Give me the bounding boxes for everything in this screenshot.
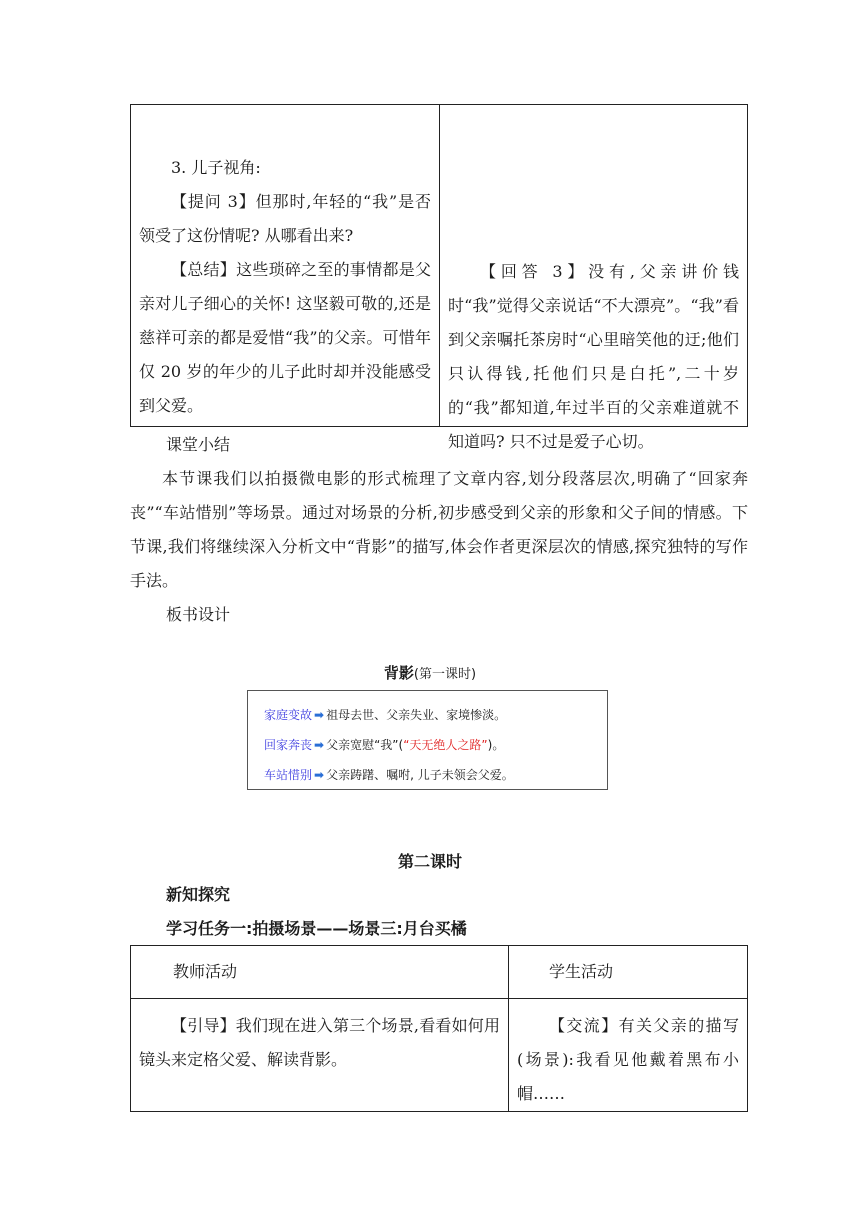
class-summary-heading: 课堂小结 xyxy=(166,435,231,454)
board-subtitle: (第一课时) xyxy=(413,667,477,682)
teacher-activity-header: 教师活动 xyxy=(131,946,509,999)
board-design-heading: 板书设计 xyxy=(166,605,231,624)
board-row-text: 祖母去世、父亲失业、家境惨淡。 xyxy=(326,708,507,722)
student-activity-header: 学生活动 xyxy=(509,946,748,999)
board-row-key: 家庭变故 xyxy=(264,708,313,722)
new-knowledge-heading: 新知探究 xyxy=(166,885,231,904)
board-title xyxy=(0,662,860,683)
question-3: 【提问 3】但那时,年轻的“我”是否领受了这份情呢? 从哪看出来? xyxy=(139,192,431,245)
board-row-text: 父亲踌躇、嘱咐, 儿子未领会父爱。 xyxy=(326,768,514,782)
summary-3: 【总结】这些琐碎之至的事情都是父亲对儿子细心的关怀! 这坚毅可敬的,还是慈祥可亲的都是爱惜“我”的父亲。可惜年仅 20 岁的年少的儿子此时却并没能感受到父爱。 xyxy=(139,260,431,415)
board-row-key: 回家奔丧 xyxy=(264,738,313,752)
answer-3: 【回答 3】没有,父亲讲价钱时“我”觉得父亲说话“不大漂亮”。“我”看到父亲嘱托茶房时“心里暗笑他的迂;他们只认得钱,托他们只是白托”,二十岁的“我”都知道,年过半百的父亲难道就不知道吗? 只不过是爱子心切。 xyxy=(448,262,739,451)
task-heading: 学习任务一:拍摄场景——场景三:月台买橘 xyxy=(166,919,467,938)
arrow-right-icon: ➡ xyxy=(314,708,325,722)
activity-table xyxy=(130,945,748,1112)
board-row xyxy=(264,765,514,785)
student-cell xyxy=(440,105,748,451)
board-row xyxy=(264,705,506,725)
lesson2-title: 第二课时 xyxy=(397,852,462,871)
teacher-cell xyxy=(131,105,440,427)
arrow-right-icon: ➡ xyxy=(314,738,325,752)
son-perspective-heading: 3. 儿子视角: xyxy=(171,158,261,177)
board-row-tail: )。 xyxy=(487,738,505,752)
board-row-text: 父亲宽慰“我”( xyxy=(326,738,404,752)
board-title-text: 背影 xyxy=(383,664,414,682)
teacher-activity-cell: 【引导】我们现在进入第三个场景,看看如何用镜头来定格父爱、解读背影。 xyxy=(131,999,509,1112)
class-summary-body: 本节课我们以拍摄微电影的形式梳理了文章内容,划分段落层次,明确了“回家奔丧”“车站惜别”等场景。通过对场景的分析,初步感受到父亲的形象和父子间的情感。下节课,我们将继续深入分析文中“背影”的描写,体会作者更深层次的情感,探究独特的写作手法。 xyxy=(130,469,748,590)
board-row xyxy=(264,735,504,755)
student-activity-cell: 【交流】有关父亲的描写(场景):我看见他戴着黑布小帽…… xyxy=(509,999,748,1112)
board-row-highlight: “天无绝人之路” xyxy=(403,738,488,752)
board-row-key: 车站惜别 xyxy=(264,768,313,782)
board-box xyxy=(247,690,608,790)
arrow-right-icon: ➡ xyxy=(314,768,325,782)
